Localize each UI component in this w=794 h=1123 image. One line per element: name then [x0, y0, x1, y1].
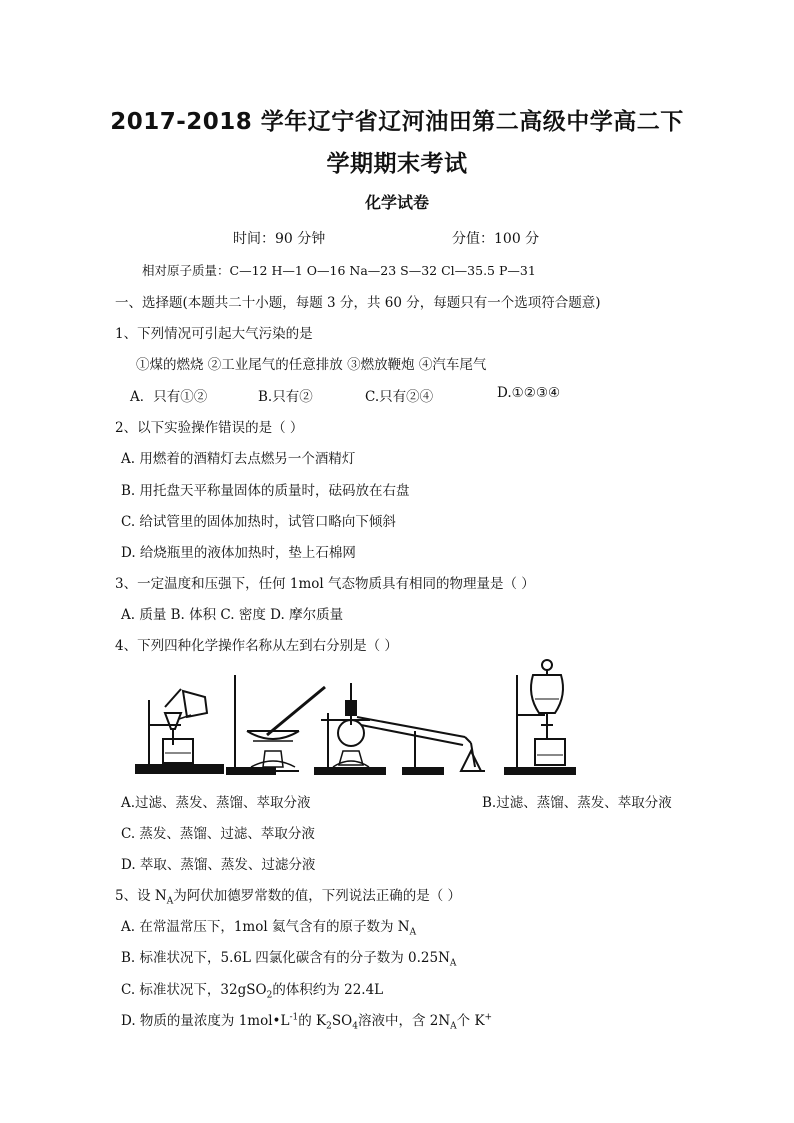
exam-title-line2: 学期期末考试: [326, 151, 468, 177]
q1-option-b: B.只有②: [258, 389, 313, 405]
q2-option-a: A. 用燃着的酒精灯去点燃另一个酒精灯: [121, 451, 356, 467]
q1-stem: 1、下列情况可引起大气污染的是: [115, 326, 313, 342]
q5-d-sub3: A: [450, 1021, 457, 1032]
q5-stem-sub: A: [166, 896, 174, 907]
q3-stem: 3、一定温度和压强下，任何 1mol 气态物质具有相同的物理量是（ ）: [115, 576, 535, 592]
q2-option-d: D. 给烧瓶里的液体加热时，垫上石棉网: [121, 545, 356, 561]
q5-d-text: D. 物质的量浓度为 1mol•L: [121, 1013, 290, 1029]
q5-d-sub2: 4: [352, 1021, 358, 1032]
q4-option-a: A.过滤、蒸发、蒸馏、萃取分液: [121, 795, 311, 811]
q5-a-text: A. 在常温常压下，1mol 氦气含有的原子数为 N: [121, 919, 410, 935]
exam-time: 时间：90 分钟: [233, 231, 326, 247]
q4-stem: 4、下列四种化学操作名称从左到右分别是（ ）: [115, 638, 398, 654]
atomic-masses: 相对原子质量：C—12 H—1 O—16 Na—23 S—32 Cl—35.5 P—31: [142, 263, 536, 278]
q5-c-tail: 的体积约为 22.4L: [272, 982, 384, 998]
q2-stem: 2、以下实验操作错误的是（ ）: [115, 420, 304, 436]
q5-d-mid4: 个 K: [456, 1013, 485, 1029]
q3-options: A. 质量 B. 体积 C. 密度 D. 摩尔质量: [121, 607, 344, 623]
q4-option-b: B.过滤、蒸馏、蒸发、萃取分液: [482, 795, 672, 811]
q5-stem-tail: 为阿伏加德罗常数的值，下列说法正确的是（ ）: [173, 888, 461, 904]
q4-option-c: C. 蒸发、蒸馏、过滤、萃取分液: [121, 826, 315, 842]
exam-score: 分值：100 分: [452, 231, 540, 247]
q5-d-mid2: SO: [331, 1013, 353, 1029]
q2-option-b: B. 用托盘天平称量固体的质量时，砝码放在右盘: [121, 483, 410, 499]
q5-d-sup2: +: [484, 1012, 493, 1023]
q5-stem-text: 5、设 N: [115, 888, 167, 904]
q5-c-sub: 2: [266, 990, 273, 1001]
section-heading: 一、选择题(本题共二十小题，每题 3 分，共 60 分，每题只有一个选项符合题意): [115, 295, 601, 311]
q5-option-a: [121, 915, 416, 938]
q5-stem: [115, 884, 461, 907]
q1-option-d: D.①②③④: [497, 385, 561, 401]
q5-d-mid: 的 K: [298, 1013, 327, 1029]
separatory-funnel-icon: [505, 660, 575, 774]
q5-option-d: [121, 1009, 492, 1032]
q5-d-sup: -1: [289, 1012, 299, 1023]
q4-option-d: D. 萃取、蒸馏、蒸发、过滤分液: [121, 857, 316, 873]
q5-d-mid3: 溶液中，含 2N: [357, 1013, 451, 1029]
q1-items: ①煤的燃烧 ②工业尾气的任意排放 ③燃放鞭炮 ④汽车尾气: [136, 357, 487, 373]
q5-b-text: B. 标准状况下，5.6L 四氯化碳含有的分子数为 0.25N: [121, 950, 450, 966]
q5-c-text: C. 标准状况下，32gSO: [121, 982, 267, 998]
filtration-apparatus-icon: [135, 689, 223, 773]
q5-option-b: [121, 946, 456, 969]
q2-option-c: C. 给试管里的固体加热时，试管口略向下倾斜: [121, 514, 396, 530]
evaporation-apparatus-icon: [227, 675, 325, 774]
q5-a-sub: A: [409, 927, 417, 938]
q5-d-sub1: 2: [326, 1021, 332, 1032]
lab-apparatus-figure: [135, 655, 695, 780]
q5-b-sub: A: [449, 958, 457, 969]
q1-option-c: C.只有②④: [365, 389, 434, 405]
subject-title: 化学试卷: [364, 193, 429, 212]
distillation-apparatus-icon: [315, 683, 485, 774]
q5-option-c: [121, 978, 383, 1001]
q1-option-a: A．只有①②: [130, 389, 208, 405]
exam-title-line1: 2017-2018 学年辽宁省辽河油田第二高级中学高二下: [110, 109, 684, 135]
